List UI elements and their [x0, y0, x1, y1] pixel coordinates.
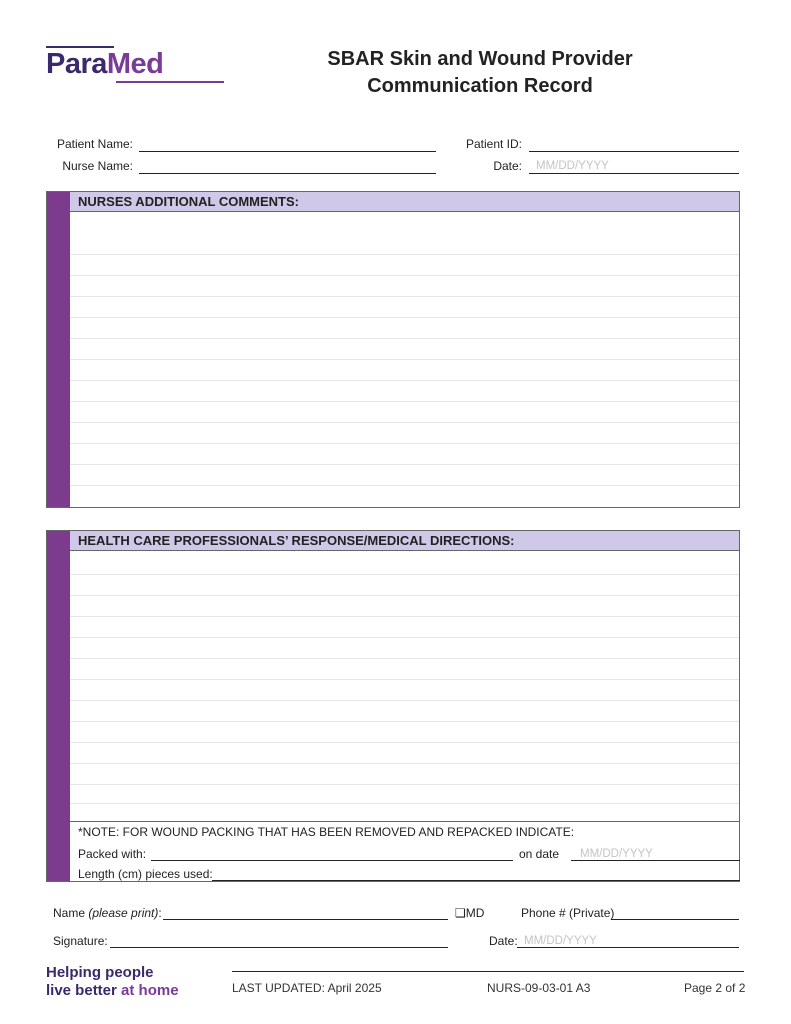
tagline-line-2a: live better [46, 982, 122, 999]
writing-line [70, 721, 739, 722]
date-field[interactable] [529, 173, 739, 174]
writing-line [70, 275, 739, 276]
wound-packing-note: *NOTE: FOR WOUND PACKING THAT HAS BEEN REMOVED AND REPACKED INDICATE: [78, 825, 575, 839]
length-pieces-field[interactable] [212, 880, 740, 881]
print-name-field[interactable] [163, 919, 448, 920]
nurse-name-field[interactable] [139, 173, 436, 174]
writing-line [70, 574, 739, 575]
tagline-line-1: Helping people [46, 964, 154, 981]
tagline [46, 964, 179, 1000]
nurse-name-label: Nurse Name: [62, 159, 133, 173]
hcp-response-heading: HEALTH CARE PROFESSIONALS’ RESPONSE/MEDICAL DIRECTIONS: [70, 531, 739, 551]
writing-line [70, 679, 739, 680]
paramed-logo [46, 46, 180, 86]
writing-line [70, 254, 739, 255]
writing-line [70, 296, 739, 297]
print-name-label [53, 906, 162, 920]
phone-field[interactable] [611, 919, 739, 920]
page-number: Page 2 of 2 [684, 981, 746, 995]
date-label: Date: [493, 159, 522, 173]
print-name-label-text: Name [53, 906, 89, 920]
section-accent-bar [47, 192, 70, 507]
writing-line [70, 742, 739, 743]
on-date-label: on date [519, 847, 560, 861]
packed-with-field[interactable] [151, 860, 513, 861]
writing-line [70, 401, 739, 402]
footer-rule [232, 971, 744, 972]
form-code: NURS-09-03-01 A3 [487, 981, 591, 995]
packed-with-label: Packed with: [78, 847, 147, 861]
section-accent-bar [47, 531, 70, 881]
writing-line [70, 338, 739, 339]
signature-field[interactable] [110, 947, 448, 948]
writing-line [70, 380, 739, 381]
print-name-hint: (please print) [88, 906, 159, 920]
phone-label: Phone # (Private) [521, 906, 615, 920]
writing-line [70, 616, 739, 617]
patient-id-label: Patient ID: [465, 137, 522, 151]
writing-line [70, 595, 739, 596]
patient-name-field[interactable] [139, 151, 436, 152]
patient-id-field[interactable] [529, 151, 739, 152]
writing-line [70, 784, 739, 785]
note-separator [70, 821, 739, 822]
logo-med: Med [106, 48, 164, 80]
writing-line [70, 763, 739, 764]
writing-line [70, 803, 739, 804]
writing-line [70, 658, 739, 659]
writing-line [70, 359, 739, 360]
logo-wordmark [46, 48, 163, 80]
date-placeholder: MM/DD/YYYY [536, 160, 609, 172]
hcp-response-section[interactable] [46, 530, 740, 882]
length-pieces-label: Length (cm) pieces used: [78, 867, 213, 881]
signoff-date-label: Date: [489, 934, 518, 948]
title-line-2: Communication Record [367, 75, 593, 97]
tagline-line-2 [46, 982, 179, 1000]
writing-line [70, 317, 739, 318]
writing-line [70, 485, 739, 486]
md-checkbox[interactable]: ❏MD [455, 906, 485, 920]
signature-label: Signature: [53, 934, 108, 948]
patient-name-label: Patient Name: [56, 137, 133, 151]
writing-line [70, 443, 739, 444]
nurses-comments-heading: NURSES ADDITIONAL COMMENTS: [70, 192, 739, 212]
print-name-colon: : [158, 906, 162, 920]
writing-line [70, 637, 739, 638]
last-updated: LAST UPDATED: April 2025 [232, 981, 382, 995]
writing-line [70, 464, 739, 465]
logo-underline [116, 81, 224, 83]
writing-line [70, 422, 739, 423]
page-title [290, 46, 670, 100]
logo-para: Para [46, 48, 107, 80]
writing-line [70, 700, 739, 701]
tagline-accent: at home [121, 982, 179, 999]
packed-date-placeholder: MM/DD/YYYY [580, 848, 653, 860]
nurses-comments-section[interactable] [46, 191, 740, 508]
title-line-1: SBAR Skin and Wound Provider [327, 48, 633, 70]
signoff-date-placeholder: MM/DD/YYYY [524, 935, 597, 947]
